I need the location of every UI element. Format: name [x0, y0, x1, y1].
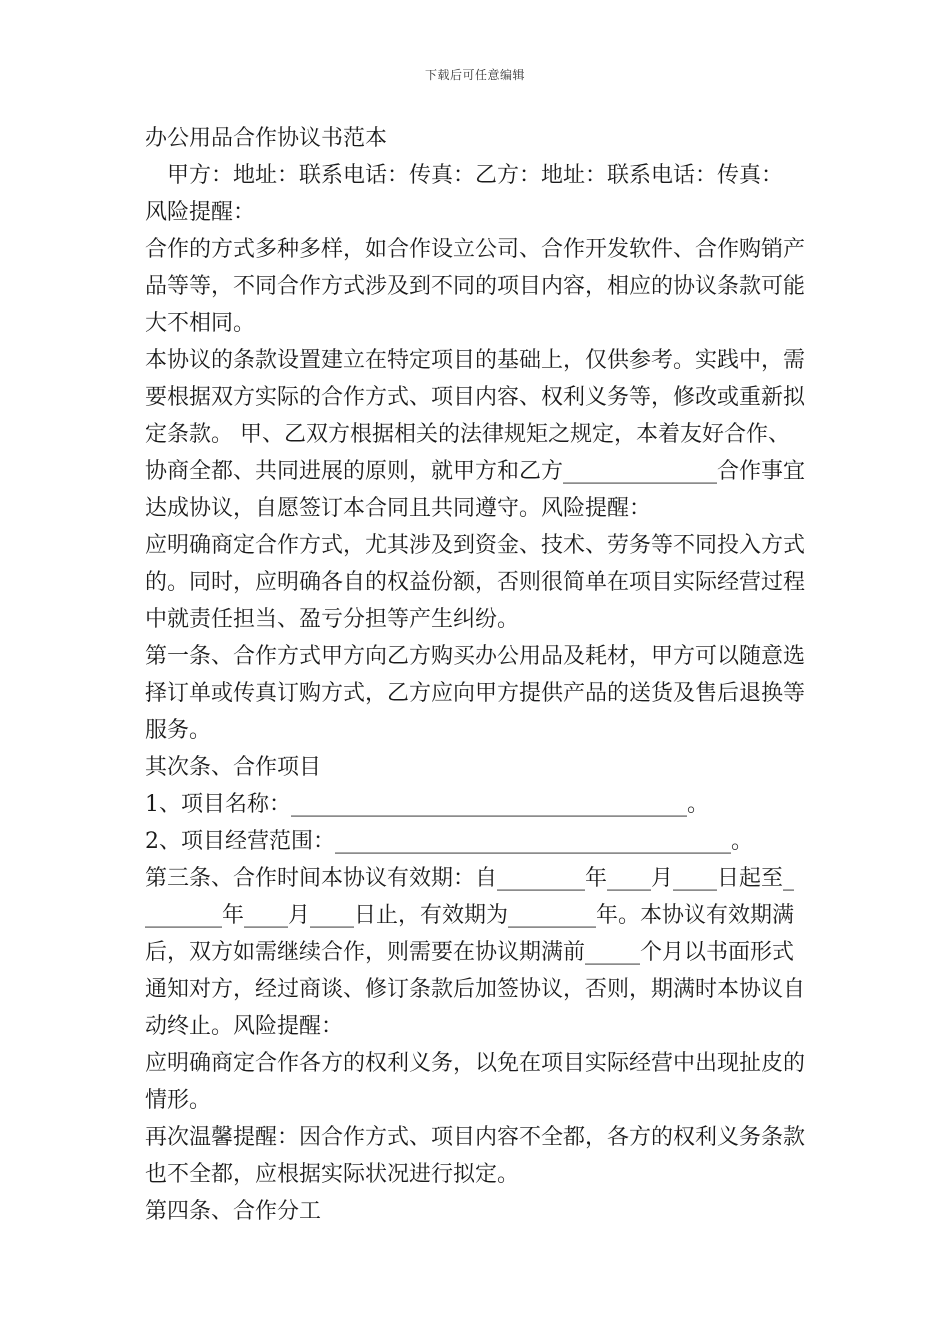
article-four-heading: 第四条、合作分工	[145, 1199, 322, 1224]
article-three: 第三条、合作时间本协议有效期：自________年____月____日起至_ _______年____月____日止，有效期为________年。本协议有效期满后，双方如需继续合作，则需要在协议期满前_____个月以书面形式通知对方，经过商谈、修订条款后加签协议，否则，期满时本协议自动终止。风险提醒：	[145, 866, 806, 1039]
paragraph-agreement-basis: 本协议的条款设置建立在特定项目的基础上，仅供参考。实践中，需要根据双方实际的合作方式、项目内容、权利义务等，修改或重新拟定条款。 甲、乙双方根据相关的法律规矩之规定，本着友好合作、协商全都、共同进展的原则，就甲方和乙方______________合作事宜达成协议，自愿签订本合同且共同遵守。风险提醒：	[145, 348, 806, 521]
article-two-heading: 其次条、合作项目	[145, 755, 322, 780]
document-title: 办公用品合作协议书范本	[145, 126, 388, 151]
parties-line: 甲方：地址：联系电话：传真：乙方：地址：联系电话：传真：	[167, 163, 784, 188]
paragraph-rights-obligations: 应明确商定合作各方的权利义务，以免在项目实际经营中出现扯皮的情形。	[145, 1051, 806, 1113]
document-body	[145, 120, 810, 1230]
project-name-line: 1、项目名称：____________________________________。	[145, 792, 709, 817]
risk-reminder-heading: 风险提醒：	[145, 200, 256, 225]
page-header-note: 下载后可任意编辑	[424, 68, 525, 82]
article-one: 第一条、合作方式甲方向乙方购买办公用品及耗材，甲方可以随意选择订单或传真订购方式，乙方应向甲方提供产品的送货及售后退换等服务。	[145, 644, 806, 743]
paragraph-warm-reminder: 再次温馨提醒：因合作方式、项目内容不全都，各方的权利义务条款也不全都，应根据实际状况进行拟定。	[145, 1125, 806, 1187]
paragraph-cooperation-methods: 合作的方式多种多样，如合作设立公司、合作开发软件、合作购销产品等等，不同合作方式涉及到不同的项目内容，相应的协议条款可能大不相同。	[145, 237, 806, 336]
project-scope-line: 2、项目经营范围：____________________________________。	[145, 829, 753, 854]
paragraph-cooperation-method-note: 应明确商定合作方式，尤其涉及到资金、技术、劳务等不同投入方式的。同时，应明确各自的权益份额，否则很简单在项目实际经营过程中就责任担当、盈亏分担等产生纠纷。	[145, 533, 806, 632]
